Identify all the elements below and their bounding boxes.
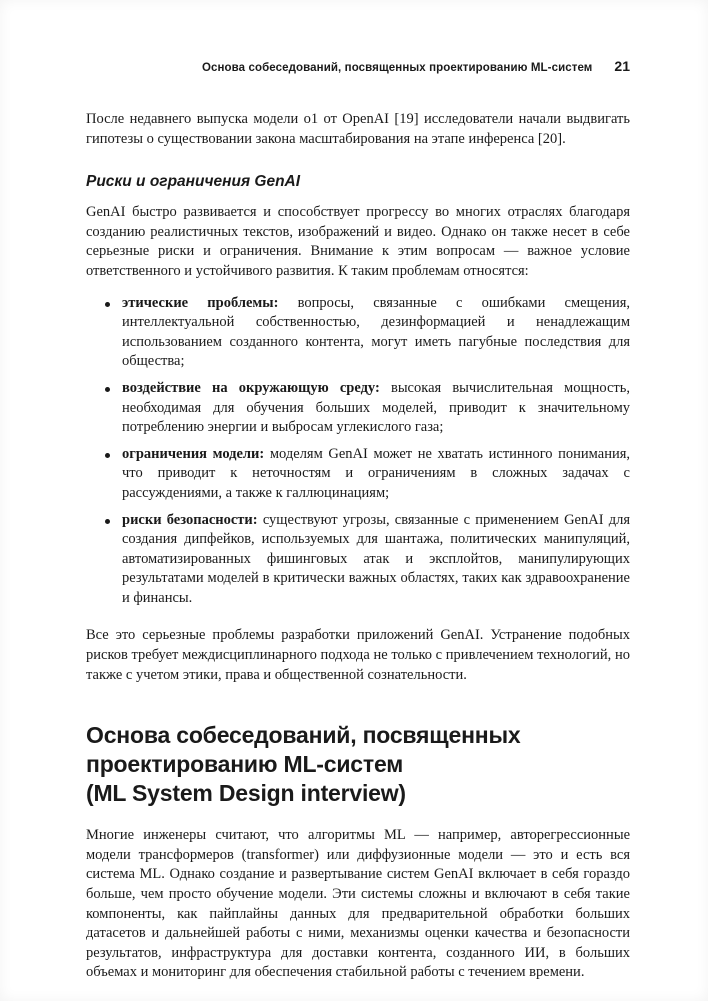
section-heading-risks: Риски и ограничения GenAI xyxy=(86,173,301,191)
bullet-icon xyxy=(105,302,110,307)
list-item-text xyxy=(122,294,630,372)
bullet-icon xyxy=(105,519,110,524)
list-item-ethics xyxy=(105,294,630,372)
chapter-heading-line: (ML System Design interview) xyxy=(86,780,406,807)
running-header xyxy=(86,58,630,74)
paragraph-risks-closing: Все это серьезные проблемы разработки приложений GenAI. Устранение подобных рисков требует междисциплинарного подхода не только с привлечением технологий, но также с учетом этики, права и общественной сознательности. xyxy=(86,627,630,683)
bullet-term: ограничения модели: xyxy=(122,445,265,462)
list-item-text xyxy=(122,379,630,438)
running-header-title: Основа собеседований, посвященных проектированию ML-систем xyxy=(201,62,593,74)
bullet-body: существуют угрозы, связанные с применением GenAI для создания дипфейков, используемых для шантажа, политических манипуляций, автоматизированных фишинговых атак и эксплойтов, манипулирующих результатами моделей в критически важных областях, таких как здравоохранение и финансы. xyxy=(122,511,631,606)
bullet-term: риски безопасности: xyxy=(122,511,258,528)
list-item-model-limits xyxy=(105,445,630,504)
bullet-term: этические проблемы: xyxy=(122,294,279,311)
list-item-text xyxy=(122,511,630,609)
list-item-security xyxy=(105,511,630,609)
chapter-heading-line: Основа собеседований, посвященных xyxy=(86,722,521,749)
bullet-term: воздействие на окружающую среду: xyxy=(122,379,380,396)
paragraph-risks-lead: GenAI быстро развивается и способствует прогрессу во многих отраслях благодаря созданию реалистичных текстов, изображений и видео. Однако он также несет в себе серьезные риски и ограничения. Внимание к этим вопросам — важное условие ответственного и устойчивого развития. К таким проблемам относятся: xyxy=(86,204,630,279)
list-item-environment xyxy=(105,379,630,438)
paragraph-chapter-intro: Многие инженеры считают, что алгоритмы ML — например, авторегрессионные модели трансформеров (transformer) или диффузионные модели — это и есть вся система ML. Однако создание и развертывание систем GenAI включает в себя гораздо больше, чем просто обучение модели. Эти системы сложны и включают в себя такие компоненты, как пайплайны данных для предварительной обработки больших датасетов и дальнейшей работы с ними, механизмы оценки качества и безопасности результатов, инфраструктура для доставки контента, созданного ИИ, в больших объемах и мониторинг для обеспечения стабильной работы с течением времени. xyxy=(86,827,630,981)
bullet-body: высокая вычислительная мощность, необходимая для обучения больших моделей, приводит к значительному потреблению энергии и выбросам углекислого газа; xyxy=(122,379,630,436)
bullet-body: вопросы, связанные с ошибками смещения, интеллектуальной собственностью, дезинформацией и ненадлежащим использованием созданного контента, могут иметь пагубные последствия для общества; xyxy=(122,294,630,370)
list-item-text xyxy=(122,445,630,504)
page-number: 21 xyxy=(614,58,630,74)
chapter-heading xyxy=(86,721,630,808)
risks-bullet-list xyxy=(86,294,630,609)
chapter-heading-line: проектированию ML-систем xyxy=(86,751,404,778)
bullet-icon xyxy=(105,453,110,458)
paragraph-inference-scaling: После недавнего выпуска модели o1 от OpenAI [19] исследователи начали выдвигать гипотезы о существовании закона масштабирования на этапе инференса [20]. xyxy=(86,111,630,147)
bullet-icon xyxy=(105,387,110,392)
bullet-body: моделям GenAI может не хватать истинного понимания, что приводит к неточностям и ограничениям в сложных задачах с рассуждениями, а также к галлюцинациям; xyxy=(122,445,631,501)
